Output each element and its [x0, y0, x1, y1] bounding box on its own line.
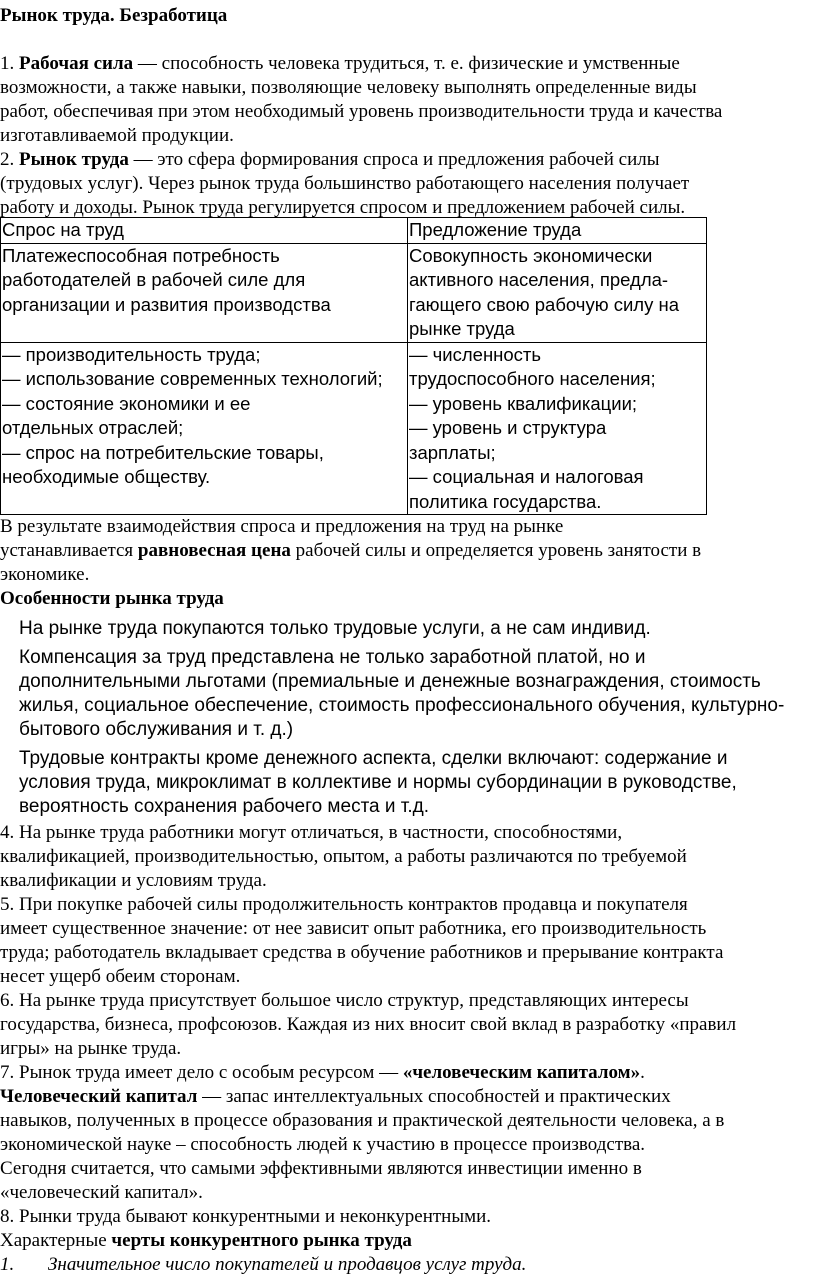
text-line: экономике.	[0, 564, 90, 585]
text-line: — способность человека трудиться, т. е. физические и умственные	[133, 53, 680, 74]
cell-line: Платежеспособная потребность	[2, 244, 280, 266]
text-line: вероятность сохранения рабочего места и т.д.	[19, 796, 430, 817]
cell-line: политика государства.	[409, 490, 602, 512]
table-row	[1, 342, 707, 515]
text-line: 5. При покупке рабочей силы продолжительность контрактов продавца и покупателя	[0, 894, 688, 915]
feature-item	[19, 617, 651, 641]
paragraph-6	[0, 989, 812, 1061]
text-line: рабочей силы и определяется уровень занятости в	[290, 540, 702, 561]
paragraph-number: 1.	[0, 53, 19, 74]
feature-item	[19, 747, 737, 819]
text-line: квалификации и условиям труда.	[0, 870, 267, 891]
cell-line: организации и развития производства	[2, 293, 331, 315]
text-line: труда; работодатель вкладывает средства в обучение работников и прерывание контракта	[0, 942, 724, 963]
text-line: бытового обслуживания и т. д.)	[19, 719, 294, 740]
table-header-row	[1, 218, 707, 244]
paragraph-labor-force	[0, 52, 812, 148]
paragraph-7	[0, 1061, 812, 1085]
cell-line: — производительность труда;	[2, 343, 261, 365]
cell-line: трудоспособного населения;	[409, 368, 656, 389]
text-line: возможности, а также навыки, позволяющие человеку выполнять определенные виды	[0, 77, 697, 98]
header-supply: Предложение труда	[408, 218, 707, 244]
feature-item	[19, 646, 784, 742]
text-line: .	[640, 1062, 645, 1083]
text-line: условия труда, микроклимат в коллективе и нормы субординации в руководстве,	[19, 772, 737, 793]
cell-line: гающего свою рабочую силу на	[409, 293, 679, 315]
supply-definition-cell	[408, 243, 707, 342]
text-line: работу и доходы. Рынок труда регулируется спросом и предложением рабочей силы.	[0, 197, 686, 218]
table-row	[1, 243, 707, 342]
cell-line: необходимые обществу.	[2, 466, 211, 487]
list-number: 1.	[0, 1254, 15, 1275]
paragraph-8: 8. Рынки труда бывают конкурентными и неконкурентными.	[0, 1206, 492, 1227]
demand-factors-cell	[1, 342, 408, 515]
demand-definition-cell	[1, 243, 408, 342]
term-equilibrium-price: равновесная цена	[137, 540, 291, 561]
text-line: (трудовых услуг). Через рынок труда большинство работающего населения получает	[0, 173, 690, 194]
text-line: — это сфера формирования спроса и предложения рабочей силы	[128, 149, 660, 170]
cell-line: зарплаты;	[409, 441, 496, 463]
cell-line: — уровень квалификации;	[409, 392, 638, 414]
cell-line: — численность	[409, 343, 542, 365]
text-line: изготавливаемой продукции.	[0, 125, 234, 146]
cell-line: Совокупность экономически	[409, 244, 653, 266]
cell-line: отдельных отраслей;	[2, 417, 184, 438]
paragraph-labor-market	[0, 148, 812, 220]
text-line: квалификацией, производительностью, опытом, а работы различаются по требуемой	[0, 846, 687, 867]
page-title: Рынок труда. Безработица	[0, 5, 228, 26]
term-human-capital: Человеческий капитал	[0, 1086, 198, 1107]
supply-factors-cell	[408, 342, 707, 515]
text-line: Сегодня считается, что самыми эффективными являются инвестиции именно в	[0, 1158, 642, 1179]
text-line: устанавливается	[0, 540, 138, 561]
term-human-capital-quote: «человеческим капиталом»	[402, 1062, 641, 1083]
cell-line: активного населения, предла-	[409, 269, 669, 290]
text-line: — запас интеллектуальных способностей и практических	[197, 1086, 671, 1107]
cell-line: — социальная и налоговая	[409, 466, 644, 487]
paragraph-number: 2.	[0, 149, 19, 170]
list-item	[0, 1253, 812, 1277]
list-text: Значительное число покупателей и продавцов услуг труда.	[48, 1254, 527, 1275]
text-line: навыков, полученных в процессе образования и практической деятельности человека, а в	[0, 1110, 725, 1131]
text-line: В результате взаимодействия спроса и предложения на труд на рынке	[0, 516, 564, 537]
paragraph-equilibrium	[0, 515, 812, 587]
text-line: Характерные	[0, 1230, 112, 1251]
text-line: Трудовые контракты кроме денежного аспекта, сделки включают: содержание и	[19, 748, 728, 769]
term-competitive-market: черты конкурентного рынка труда	[111, 1230, 412, 1251]
text-line: 7. Рынок труда имеет дело с особым ресурсом —	[0, 1062, 403, 1083]
paragraph-competitive-traits	[0, 1229, 812, 1253]
text-line: На рынке труда покупаются только трудовые услуги, а не сам индивид.	[19, 618, 651, 639]
cell-line: — использование современных технологий;	[2, 368, 383, 389]
text-line: жилья, социальное обеспечение, стоимость профессионального обучения, культурно-	[19, 695, 785, 716]
cell-line: — спрос на потребительские товары,	[2, 441, 324, 463]
text-line: Компенсация за труд представлена не только заработной платой, но и	[19, 647, 646, 668]
text-line: дополнительными льготами (премиальные и денежные вознаграждения, стоимость	[19, 671, 761, 692]
text-line: экономической науке – способность людей к участию в процессе производства.	[0, 1134, 646, 1155]
text-line: 4. На рынке труда работники могут отличаться, в частности, способностями,	[0, 822, 623, 843]
text-line: несет ущерб обеим сторонам.	[0, 966, 241, 987]
text-line: работ, обеспечивая при этом необходимый уровень производительности труда и качества	[0, 101, 723, 122]
text-line: 6. На рынке труда присутствует большое число структур, представляющих интересы	[0, 990, 689, 1011]
paragraph-5	[0, 893, 812, 989]
header-demand: Спрос на труд	[1, 218, 408, 244]
cell-line: — уровень и структура	[409, 417, 607, 438]
cell-line: работодателей в рабочей силе для	[2, 269, 306, 290]
text-line: «человеческий капитал».	[0, 1182, 203, 1203]
text-line: имеет существенное значение: от нее зависит опыт работника, его производительность	[0, 918, 707, 939]
cell-line: — состояние экономики и ее	[2, 392, 251, 414]
text-line: игры» на рынке труда.	[0, 1038, 182, 1059]
paragraph-human-capital	[0, 1085, 812, 1205]
term-labor-market: Рынок труда	[19, 149, 129, 170]
term-labor-force: Рабочая сила	[19, 53, 134, 74]
text-line: государства, бизнеса, профсоюзов. Каждая из них вносит свой вклад в разработку «правил	[0, 1014, 737, 1035]
paragraph-4	[0, 821, 812, 893]
features-heading: Особенности рынка труда	[0, 588, 224, 609]
cell-line: рынке труда	[409, 318, 515, 339]
supply-demand-table	[0, 217, 707, 515]
